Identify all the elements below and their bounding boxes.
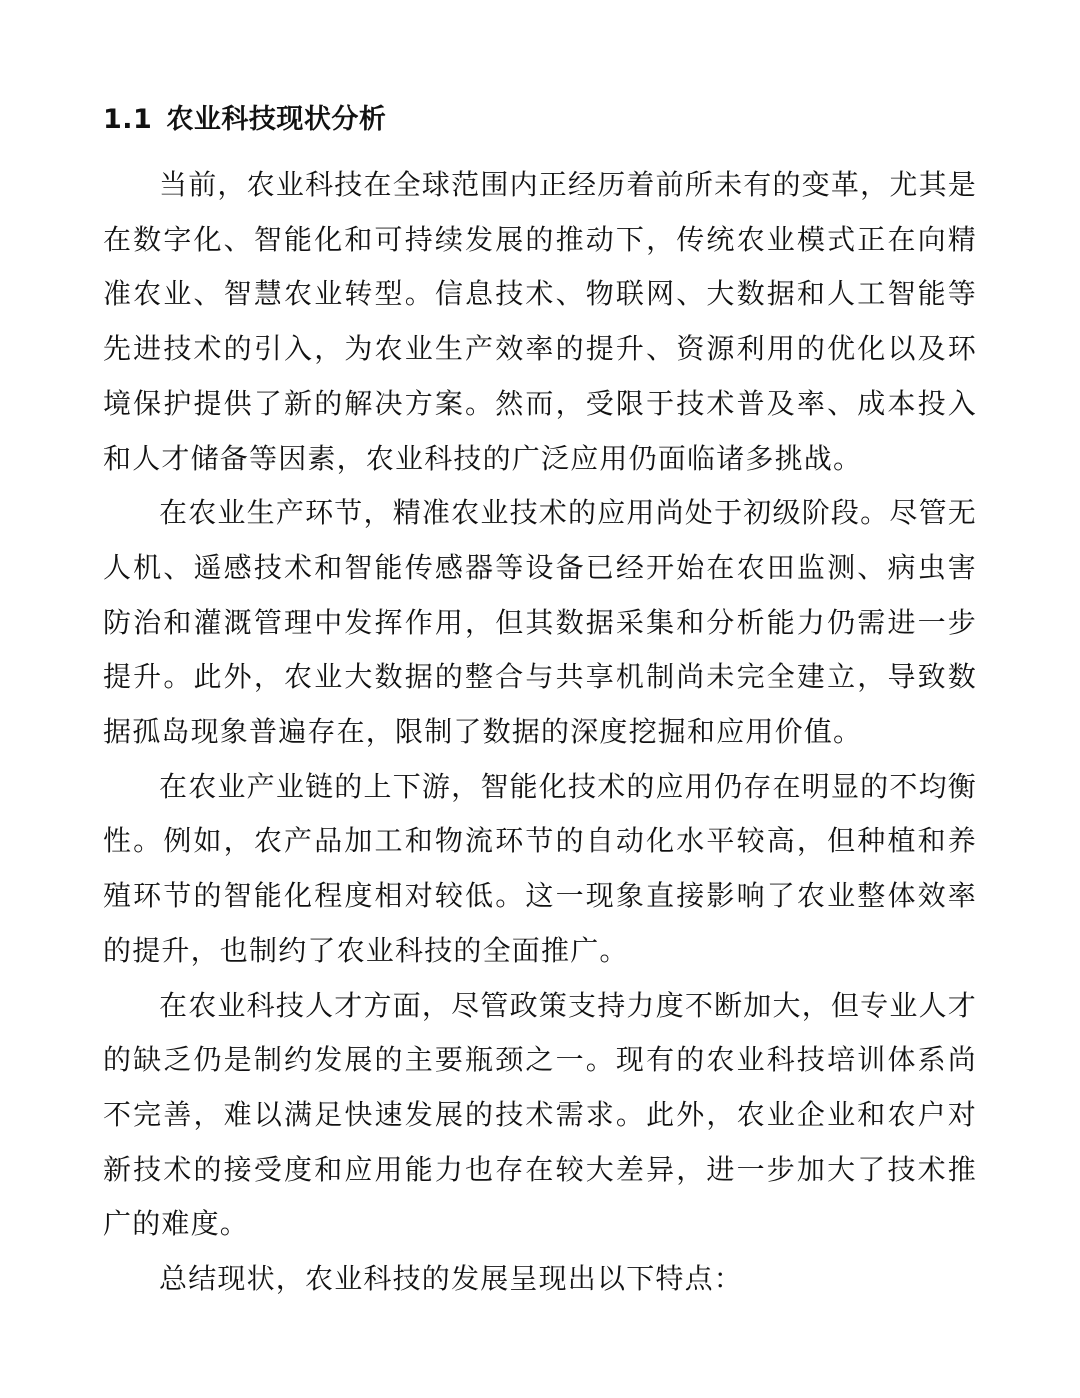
section-title: 农业科技现状分析: [166, 104, 387, 135]
body-text: [103, 158, 977, 1307]
paragraph: 总结现状，农业科技的发展呈现出以下特点：: [159, 1262, 744, 1296]
paragraph: 在农业科技人才方面，尽管政策支持力度不断加大，但专业人才的缺乏仍是制约发展的主要瓶颈之一。现有的农业科技培训体系尚不完善，难以满足快速发展的技术需求。此外，农业企业和农户对新技术的接受度和应用能力也存在较大差异，进一步加大了技术推广的难度。: [103, 988, 977, 1241]
section-number: 1.1: [103, 104, 153, 135]
section-heading: [103, 100, 386, 140]
paragraph: 在农业产业链的上下游，智能化技术的应用仍存在明显的不均衡性。例如，农产品加工和物流环节的自动化水平较高，但种植和养殖环节的智能化程度相对较低。这一现象直接影响了农业整体效率的提升，也制约了农业科技的全面推广。: [103, 769, 977, 967]
paragraph: 在农业生产环节，精准农业技术的应用尚处于初级阶段。尽管无人机、遥感技术和智能传感器等设备已经开始在农田监测、病虫害防治和灌溉管理中发挥作用，但其数据采集和分析能力仍需进一步提升。此外，农业大数据的整合与共享机制尚未完全建立，导致数据孤岛现象普遍存在，限制了数据的深度挖掘和应用价值。: [103, 496, 977, 749]
paragraph: 当前，农业科技在全球范围内正经历着前所未有的变革，尤其是在数字化、智能化和可持续发展的推动下，传统农业模式正在向精准农业、智慧农业转型。信息技术、物联网、大数据和人工智能等先进技术的引入，为农业生产效率的提升、资源利用的优化以及环境保护提供了新的解决方案。然而，受限于技术普及率、成本投入和人才储备等因素，农业科技的广泛应用仍面临诸多挑战。: [103, 168, 977, 475]
